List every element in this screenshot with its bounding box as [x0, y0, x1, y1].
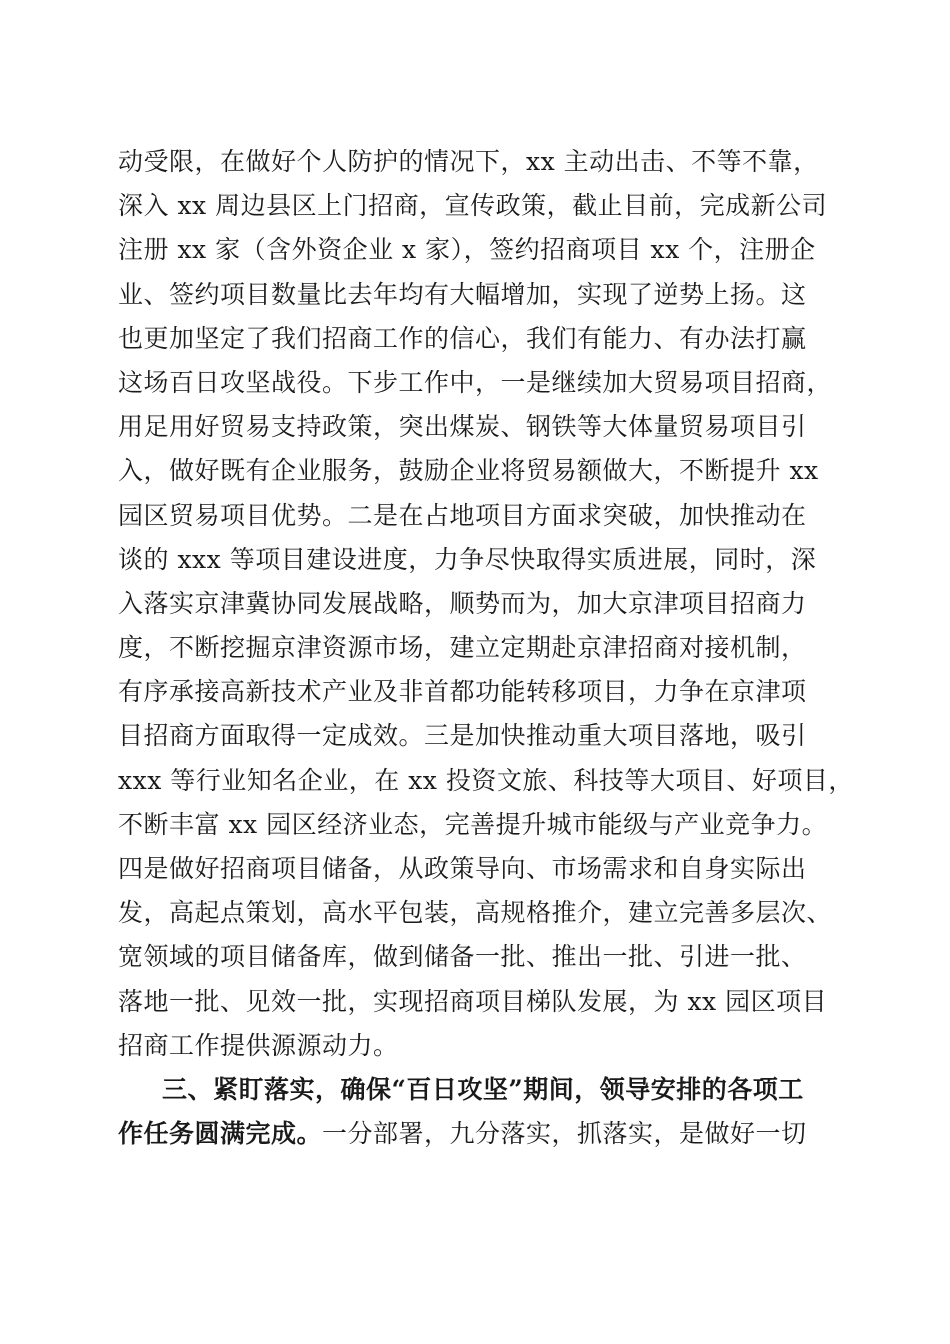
paragraph-1-line: 不断丰富 xx 园区经济业态，完善提升城市能级与产业竞争力。 [118, 809, 828, 839]
paragraph-1 [118, 140, 854, 1068]
body-text [118, 140, 854, 1156]
paragraph-1-line: 深入 xx 周边县区上门招商，宣传政策，截止目前，完成新公司 [118, 191, 828, 221]
paragraph-1-line: 谈的 xxx 等项目建设进度，力争尽快取得实质进展，同时，深 [118, 544, 817, 574]
section-3-body-start: 一分部署，九分落实，抓落实，是做好一切 [322, 1119, 807, 1149]
paragraph-1-line: 也更加坚定了我们招商工作的信心，我们有能力、有办法打赢 [118, 323, 807, 353]
section-3-heading-line-1: 三、紧盯落实，确保“百日攻坚”期间，领导安排的各项工 [162, 1074, 804, 1104]
paragraph-1-line: 宽领域的项目储备库，做到储备一批、推出一批、引进一批、 [118, 942, 807, 972]
paragraph-1-line: xxx 等行业知名企业，在 xx 投资文旅、科技等大项目、好项目， [118, 765, 854, 795]
paragraph-1-line: 四是做好招商项目储备，从政策导向、市场需求和自身实际出 [118, 854, 807, 883]
paragraph-1-line: 目招商方面取得一定成效。三是加快推动重大项目落地，吸引 [118, 721, 807, 751]
paragraph-1-line: 注册 xx 家（含外资企业 x 家），签约招商项目 xx 个，注册企 [118, 235, 816, 265]
paragraph-1-line: 有序承接高新技术产业及非首都功能转移项目，力争在京津项 [118, 677, 807, 707]
paragraph-1-line: 发，高起点策划，高水平包装，高规格推介，建立完善多层次、 [118, 898, 833, 928]
section-3-line-2 [118, 1112, 830, 1156]
paragraph-1-line: 园区贸易项目优势。二是在占地项目方面求突破，加快推动在 [118, 500, 807, 530]
paragraph-1-line: 动受限，在做好个人防护的情况下，xx 主动出击、不等不靠， [118, 147, 819, 176]
paragraph-1-line: 落地一批、见效一批，实现招商项目梯队发展，为 xx 园区项目 [118, 986, 828, 1016]
paragraph-1-line: 招商工作提供源源动力。 [118, 1030, 399, 1060]
paragraph-1-line: 入，做好既有企业服务，鼓励企业将贸易额做大，不断提升 xx [118, 456, 819, 486]
paragraph-1-line: 这场百日攻坚战役。下步工作中，一是继续加大贸易项目招商， [118, 367, 833, 397]
section-3-heading-end: 作任务圆满完成。 [118, 1119, 323, 1149]
paragraph-1-line: 业、签约项目数量比去年均有大幅增加，实现了逆势上扬。这 [118, 279, 807, 309]
paragraph-1-line: 入落实京津冀协同发展战略，顺势而为，加大京津项目招商力 [118, 588, 807, 618]
paragraph-1-line: 度，不断挖掘京津资源市场，建立定期赴京津招商对接机制， [118, 633, 807, 663]
paragraph-1-line: 用足用好贸易支持政策，突出煤炭、钢铁等大体量贸易项目引 [118, 412, 807, 442]
